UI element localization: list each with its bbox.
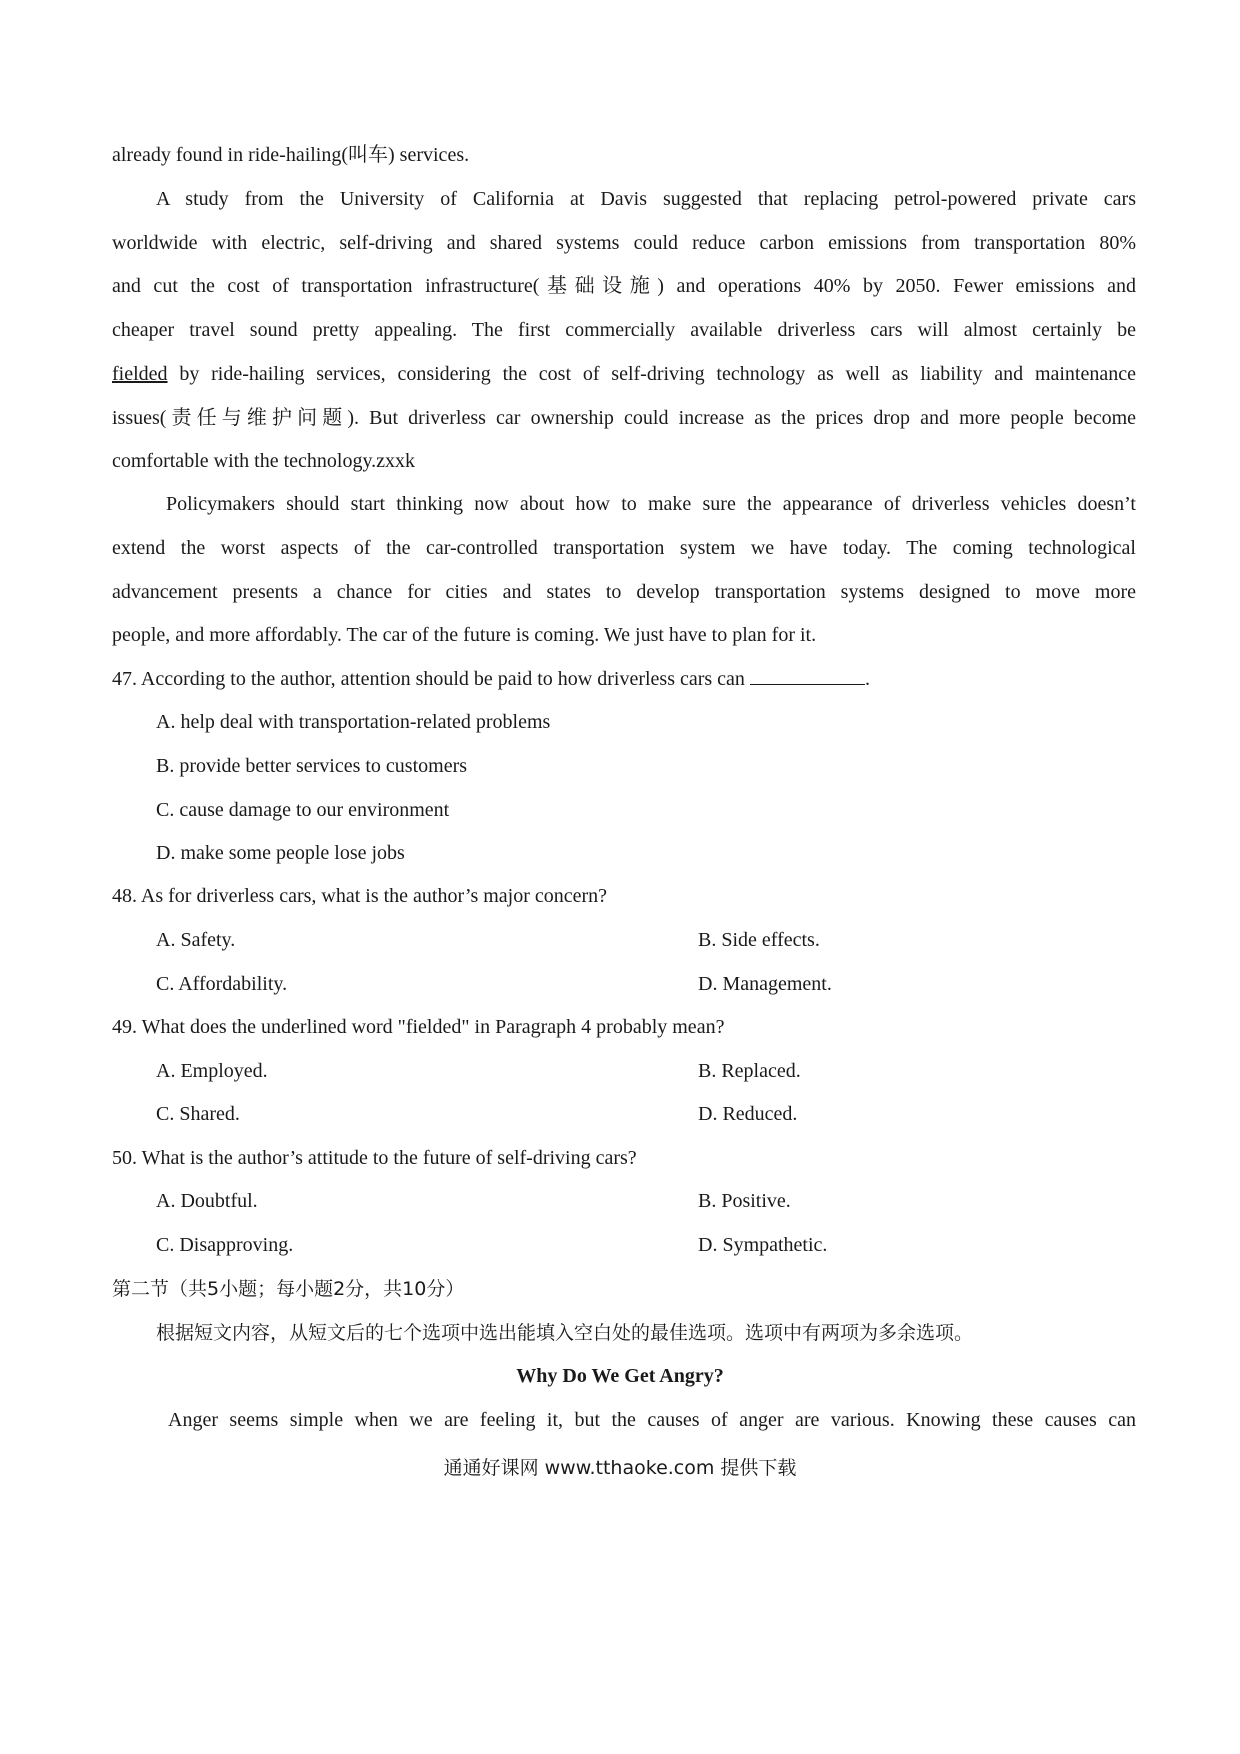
option-a: A. Employed.	[156, 1060, 268, 1082]
passage-line	[112, 361, 1136, 387]
option-b: B. Replaced.	[698, 1060, 801, 1082]
option-d: D. Management.	[698, 973, 832, 995]
option-a: A. Doubtful.	[156, 1190, 258, 1212]
question-50: 50. What is the author’s attitude to the future of self-driving cars?	[112, 1147, 637, 1169]
option-a: A. Safety.	[156, 929, 236, 951]
question-stem: 47. According to the author, attention should be paid to how driverless cars can	[112, 668, 750, 690]
answer-blank	[750, 666, 865, 685]
passage-line: and cut the cost of transportation infrastructure(基础设施) and operations 40% by 2050. Fewer emissions and	[112, 275, 1136, 297]
page-footer: 通通好课网 www.tthaoke.com 提供下载	[443, 1457, 797, 1479]
question-end: .	[864, 668, 870, 690]
option-c: C. Shared.	[156, 1103, 240, 1125]
question-49: 49. What does the underlined word "fielded" in Paragraph 4 probably mean?	[112, 1016, 725, 1038]
passage-line: worldwide with electric, self-driving and shared systems could reduce carbon emissions from transportation 80%	[112, 232, 1136, 254]
underlined-word: fielded	[112, 363, 168, 385]
passage-line: Anger seems simple when we are feeling it, but the causes of anger are various. Knowing these causes can	[168, 1409, 1136, 1431]
option-b: B. Positive.	[698, 1190, 791, 1212]
section-heading: 第二节（共5小题；每小题2分，共10分）	[112, 1278, 465, 1300]
option-d: D. Reduced.	[698, 1103, 798, 1125]
option-a: A. help deal with transportation-related problems	[156, 711, 551, 733]
section-instruction: 根据短文内容，从短文后的七个选项中选出能填入空白处的最佳选项。选项中有两项为多余选项。	[156, 1322, 974, 1344]
option-d: D. make some people lose jobs	[156, 842, 405, 864]
passage-line: already found in ride-hailing(叫车) services.	[112, 144, 470, 166]
option-c: C. Affordability.	[156, 973, 288, 995]
option-b: B. provide better services to customers	[156, 755, 468, 777]
passage-line: cheaper travel sound pretty appealing. The first commercially available driverless cars will almost certainly be	[112, 319, 1136, 341]
article-title: Why Do We Get Angry?	[516, 1365, 724, 1387]
passage-line: people, and more affordably. The car of the future is coming. We just have to plan for it.	[112, 624, 817, 646]
passage-text: by ride-hailing services, considering the cost of self-driving technology as well as liability and maintenance	[167, 363, 1136, 385]
option-c: C. cause damage to our environment	[156, 799, 450, 821]
passage-line: Policymakers should start thinking now about how to make sure the appearance of driverless vehicles doesn’t	[166, 493, 1136, 515]
passage-line: comfortable with the technology.zxxk	[112, 450, 416, 472]
passage-line: advancement presents a chance for cities and states to develop transportation systems designed to move more	[112, 581, 1136, 603]
passage-line: A study from the University of California at Davis suggested that replacing petrol-powered private cars	[156, 188, 1136, 210]
option-c: C. Disapproving.	[156, 1234, 294, 1256]
passage-line: issues(责任与维护问题). But driverless car ownership could increase as the prices drop and more people become	[112, 407, 1136, 429]
option-b: B. Side effects.	[698, 929, 820, 951]
question-48: 48. As for driverless cars, what is the author’s major concern?	[112, 885, 608, 907]
question-47	[112, 666, 1136, 692]
option-d: D. Sympathetic.	[698, 1234, 828, 1256]
passage-line: extend the worst aspects of the car-controlled transportation system we have today. The coming technological	[112, 537, 1136, 559]
